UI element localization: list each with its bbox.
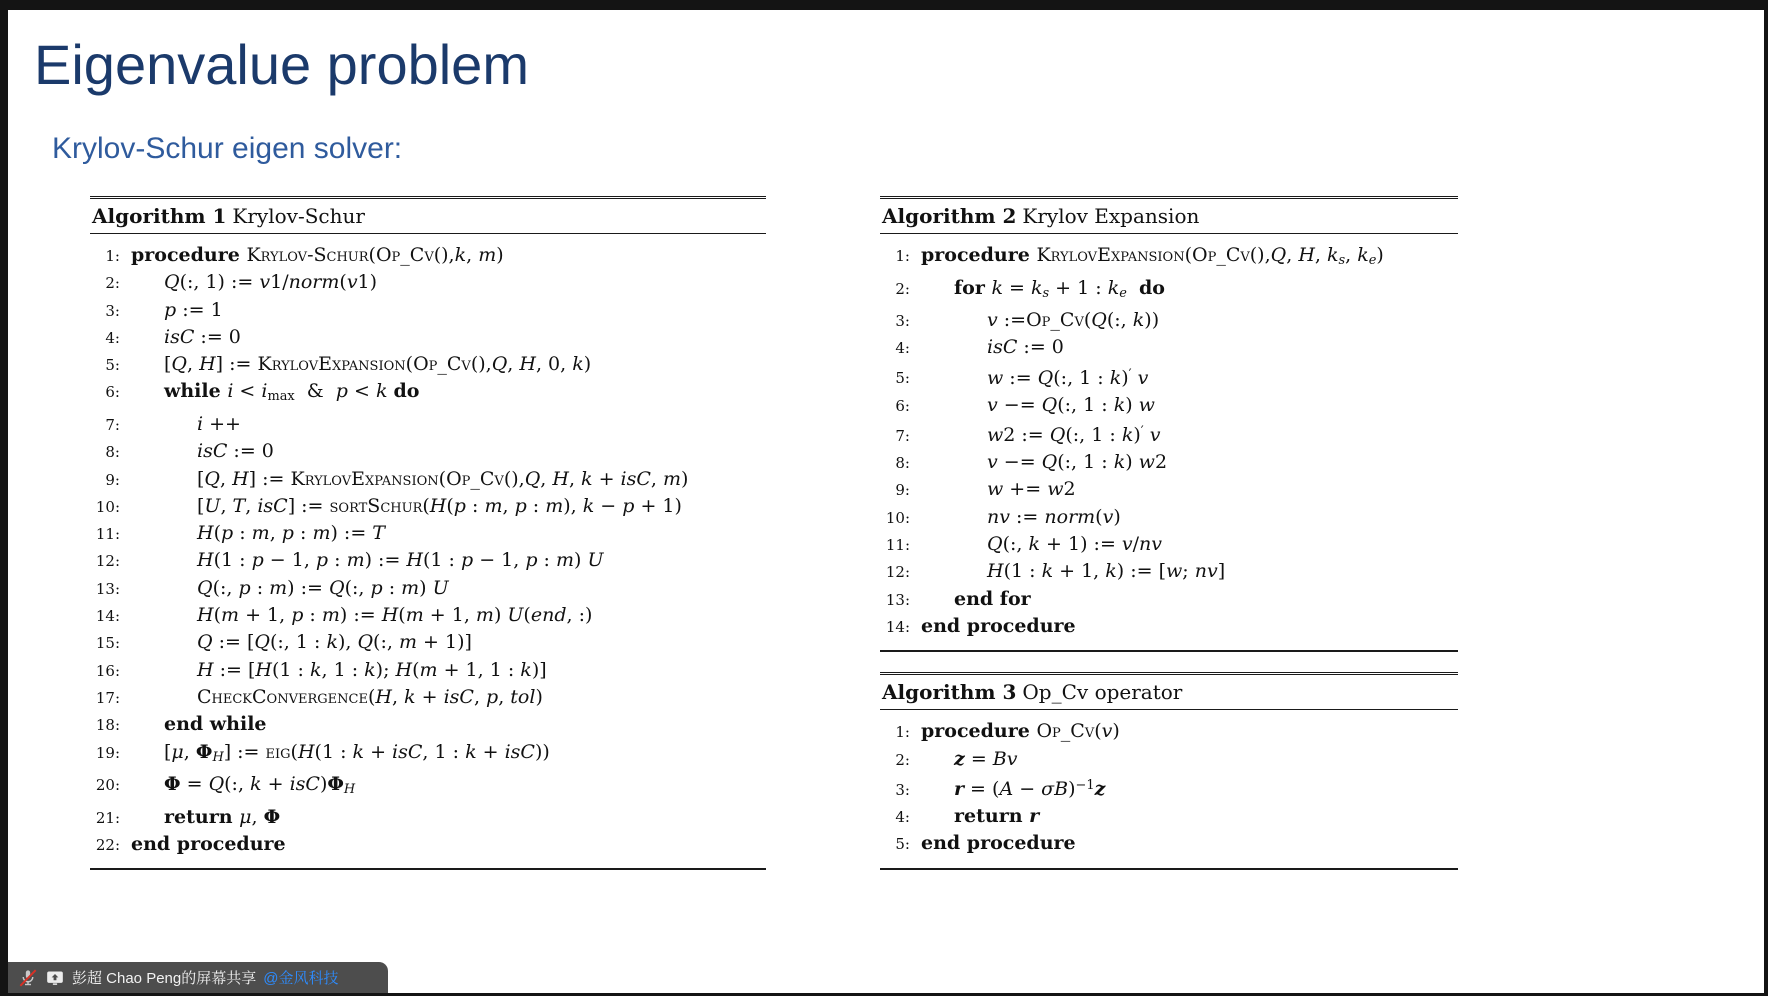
algorithm-line [90,711,766,738]
line-number: 11: [95,525,120,544]
line-number: 19: [95,743,120,762]
algorithm-line [90,411,766,438]
line-number: 13: [885,590,910,609]
right-column [880,196,1458,870]
line-number: 20: [95,776,120,795]
line-content: while $i < i_{max}$ & p < k do [164,380,420,405]
line-number: 4: [895,339,910,358]
algorithm-line [880,830,1458,857]
algorithm-line [90,378,766,411]
algorithm-2-code [880,234,1458,650]
algorithm-1-header [90,196,766,234]
line-content: H := [H(1 : k, 1 : k); H(m + 1, 1 : k)] [197,658,547,681]
algorithm-line [90,297,766,324]
muted-mic-icon [18,968,38,988]
line-number: 3: [105,301,120,320]
algorithm-line [90,520,766,547]
line-content: CheckConvergence(H, k + isC, p, tol) [197,685,543,708]
algorithm-line [90,602,766,629]
algorithm-line [90,629,766,656]
algorithm-line [90,324,766,351]
line-content: end procedure [131,832,286,855]
line-content: procedure Krylov-Schur(Op_Cv(),k, m) [131,244,504,266]
algorithm-1-code [90,234,766,868]
algorithm-line [90,739,766,772]
algorithm-1-caption: Krylov-Schur [232,204,365,228]
line-content: end for [954,587,1031,610]
line-number: 6: [105,383,120,402]
line-number: 8: [105,443,120,462]
line-content: Q(:, p : m) := Q(:, p : m) U [197,576,449,599]
line-content: for $k = k_s + 1$ : $k_e$ do [954,276,1165,301]
line-number: 21: [95,808,120,827]
line-number: 1: [895,247,910,265]
line-content: H(m + 1, p : m) := H(m + 1, m) U(end, :) [197,604,593,627]
algorithm-line [880,504,1458,531]
line-content: [U, T, isC] := sortSchur(H(p : m, p : m), k − p + 1) [197,494,682,517]
algorithm-line [880,275,1458,308]
algorithm-line [90,771,766,804]
line-content: procedure KrylovExpansion(Op_Cv(),Q, H, $k_s$, $k_e$) [921,244,1384,269]
line-content: isC := 0 [164,325,241,348]
line-content: procedure Op_Cv(v) [921,720,1120,743]
line-number: 17: [95,688,120,707]
algorithm-line [880,718,1458,745]
algorithm-line [880,476,1458,503]
algorithm-line [880,613,1458,640]
line-number: 3: [895,312,910,331]
algorithm-2-caption: Krylov Expansion [1022,204,1200,228]
line-content: v −= Q(:, 1 : k) w2 [987,451,1168,474]
line-number: 2: [105,274,120,293]
line-number: 4: [895,807,910,826]
line-content: end procedure [921,832,1076,855]
algorithm-line [90,684,766,711]
algorithm-3-header [880,672,1458,710]
line-number: 5: [895,369,910,388]
line-content: return μ, Φ [164,805,281,828]
line-content: Q(:, k + 1) := v/nv [987,533,1163,556]
algorithm-3-caption: Op_Cv operator [1022,680,1183,705]
line-content: return r [954,804,1040,827]
algorithm-line [880,746,1458,773]
line-content: z = Bv [954,747,1018,770]
line-content: H(p : m, p : m) := T [197,522,385,545]
line-content: end procedure [921,614,1076,637]
line-content: nv := norm(v) [987,505,1121,528]
line-number: 13: [95,579,120,598]
sharer-name-text: 彭超 Chao Peng的屏幕共享 [72,970,257,987]
algorithm-line [880,419,1458,449]
line-number: 3: [895,780,910,799]
line-number: 5: [895,835,910,854]
algorithm-line [90,269,766,296]
line-content: H(1 : k + 1, k) := [w; nv] [987,560,1226,583]
line-content: w += w2 [987,478,1076,501]
line-number: 4: [105,328,120,347]
algorithm-line [880,803,1458,830]
algorithm-line [90,547,766,574]
algorithm-line [880,242,1458,275]
line-number: 2: [895,750,910,769]
line-number: 6: [895,396,910,415]
line-content: [μ, $\Phi_H$] := eig(H(1 : k + isC, 1 : k + isC)) [164,740,550,765]
algorithm-line [880,449,1458,476]
line-number: 9: [895,481,910,500]
mention-link[interactable]: @金风科技 [263,970,339,987]
line-number: 12: [885,563,910,582]
algorithm-2-box [880,196,1458,652]
line-content: w2 := Q(:, 1 : k)′ v [987,423,1161,446]
line-number: 14: [885,617,910,636]
algorithm-line [90,657,766,684]
line-number: 8: [895,454,910,473]
line-number: 1: [105,247,120,265]
algorithm-line [90,493,766,520]
line-number: 1: [895,723,910,742]
line-number: 11: [885,536,910,555]
line-number: 7: [105,416,120,434]
algorithm-line [880,586,1458,613]
line-content: i ++ [197,413,241,435]
line-number: 7: [895,426,910,445]
algorithm-1-label: Algorithm 1 [92,204,227,228]
algorithm-line [880,531,1458,558]
line-content: H(1 : p − 1, p : m) := H(1 : p − 1, p : m) U [197,549,604,572]
algorithm-line [880,307,1458,334]
line-content: Q(:, 1) := v1/norm(v1) [164,271,378,294]
screen-share-icon [45,968,65,988]
line-content: Q := [Q(:, 1 : k), Q(:, m + 1)] [197,631,472,654]
line-number: 16: [95,661,120,680]
line-number: 15: [95,634,120,653]
line-number: 9: [105,470,120,489]
line-number: 5: [105,356,120,375]
algorithm-line [880,392,1458,419]
slide-subtitle: Krylov-Schur eigen solver: [52,132,403,165]
line-content: v −= Q(:, 1 : k) w [987,393,1155,416]
line-content: $r = (A - \sigma B)^{-1}z$ [954,777,1106,800]
algorithm-line [90,438,766,465]
algorithm-2-header [880,196,1458,234]
algorithm-2-label: Algorithm 2 [882,204,1017,228]
line-number: 12: [95,552,120,571]
line-number: 10: [95,497,120,516]
line-content: isC := 0 [197,440,274,463]
line-content: p := 1 [164,298,223,321]
algorithm-1-box [90,196,766,870]
line-content: v :=Op_Cv(Q(:, k)) [987,309,1160,332]
algorithm-line [90,804,766,831]
algorithm-line [90,351,766,378]
algorithm-line [90,831,766,858]
line-content: isC := 0 [987,336,1064,359]
line-content: [Q, H] := KrylovExpansion(Op_Cv(),Q, H, 0, k) [164,353,592,376]
line-number: 14: [95,607,120,626]
line-content: w := Q(:, 1 : k)′ v [987,366,1149,389]
algorithm-line [90,242,766,269]
line-number: 10: [885,508,910,527]
line-content: end while [164,713,267,736]
algorithm-line [90,466,766,493]
algorithm-3-code [880,710,1458,867]
algorithm-line [880,558,1458,585]
algorithm-line [880,334,1458,361]
algorithm-line [90,575,766,602]
line-content: [Q, H] := KrylovExpansion(Op_Cv(),Q, H, k + isC, m) [197,467,689,490]
algorithm-3-box [880,672,1458,869]
line-number: 2: [895,279,910,298]
line-content: Φ = Q(:, $k + isC)\Phi_H$ [164,773,356,798]
screen-share-status-bar[interactable] [8,962,388,993]
algorithm-line [880,773,1458,803]
algorithm-3-label: Algorithm 3 [882,680,1017,705]
presentation-slide [8,10,1764,993]
line-number: 18: [95,716,120,735]
slide-title: Eigenvalue problem [34,33,529,96]
algorithm-line [880,362,1458,392]
line-number: 22: [95,835,120,854]
